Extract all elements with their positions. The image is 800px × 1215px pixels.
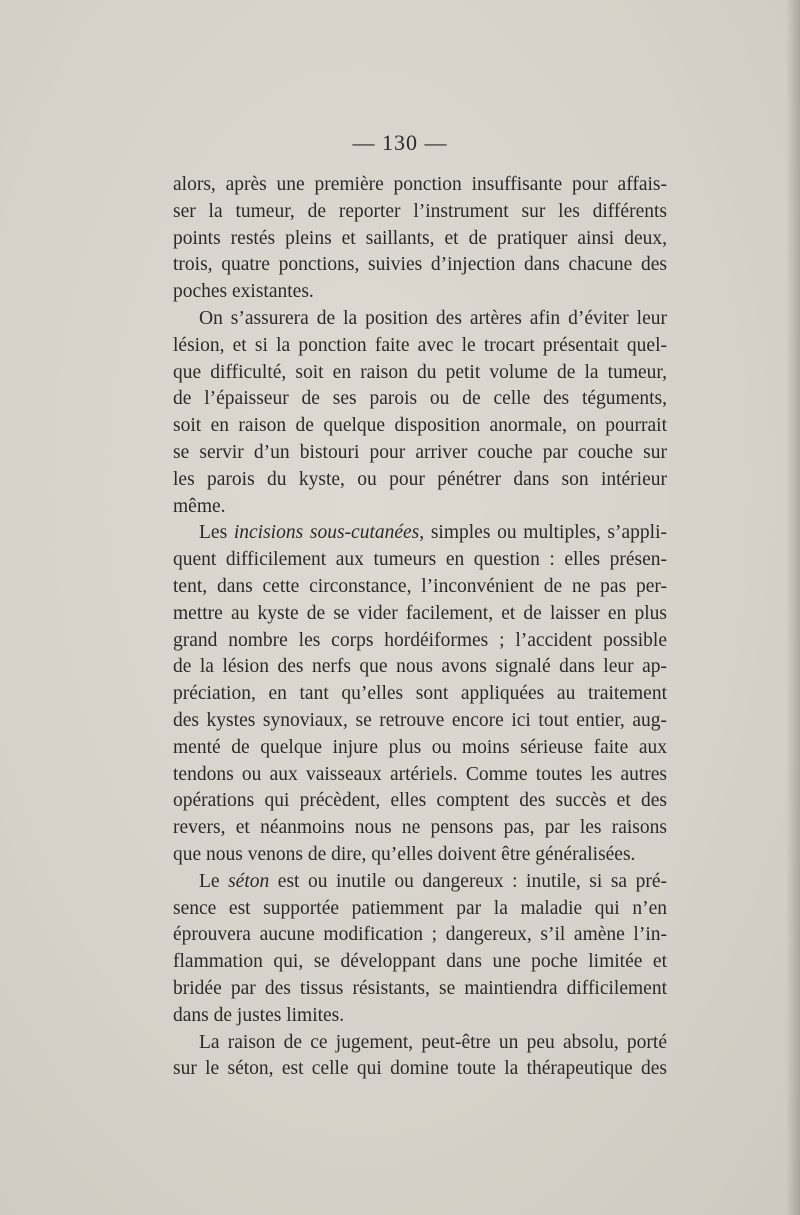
text-segment: bridée par des tissus résistants, se maintiendra difficilement xyxy=(173,977,667,999)
text-line xyxy=(173,199,667,226)
text-segment: que nous venons de dire, qu’elles doivent être généralisées. xyxy=(173,843,636,865)
italic-term: incisions sous-cutanées xyxy=(233,522,420,544)
text-line xyxy=(173,1056,667,1083)
text-segment: menté de quelque injure plus ou moins sérieuse faite aux xyxy=(173,736,667,758)
text-segment: de la lésion des nerfs que nous avons signalé dans leur ap- xyxy=(173,656,667,678)
text-segment: éprouvera aucune modification ; dangereux, s’il amène l’in- xyxy=(173,924,667,946)
text-line xyxy=(173,1030,667,1057)
text-line xyxy=(173,547,667,574)
text-segment: Le xyxy=(199,870,229,892)
text-line xyxy=(173,494,667,521)
text-segment: flammation qui, se développant dans une poche limitée et xyxy=(173,951,667,973)
text-segment: grand nombre les corps hordéiformes ; l’accident possible xyxy=(173,629,667,651)
text-segment: opérations qui précèdent, elles comptent des succès et des xyxy=(173,790,667,812)
text-line xyxy=(173,869,667,896)
text-segment: tendons ou aux vaisseaux artériels. Comme toutes les autres xyxy=(173,763,667,785)
text-segment: poches existantes. xyxy=(173,281,314,303)
text-line xyxy=(173,976,667,1003)
text-line xyxy=(173,762,667,789)
text-line xyxy=(173,306,667,333)
text-line xyxy=(173,922,667,949)
text-line xyxy=(173,386,667,413)
text-segment: se servir d’un bistouri pour arriver couche par couche sur xyxy=(173,441,667,463)
text-segment: sur le séton, est celle qui domine toute la thérapeutique des xyxy=(173,1058,667,1080)
text-line xyxy=(173,574,667,601)
text-segment: alors, après une première ponction insuffisante pour affais- xyxy=(173,174,667,195)
text-line xyxy=(173,413,667,440)
text-segment: La raison de ce jugement, peut-être un peu absolu, porté xyxy=(199,1031,667,1053)
text-line xyxy=(173,520,667,547)
text-segment: ser la tumeur, de reporter l’instrument sur les différents xyxy=(173,200,667,222)
text-segment: tent, dans cette circonstance, l’inconvénient de ne pas per- xyxy=(173,575,667,597)
text-line xyxy=(173,628,667,655)
text-segment: les parois du kyste, ou pour pénétrer dans son intérieur xyxy=(173,468,667,490)
text-line xyxy=(173,708,667,735)
text-segment: dans de justes limites. xyxy=(173,1004,345,1026)
text-segment: On s’assurera de la position des artères afin d’éviter leur xyxy=(199,307,667,329)
text-segment: points restés pleins et saillants, et de pratiquer ainsi deux, xyxy=(173,227,667,249)
text-line xyxy=(173,949,667,976)
text-segment: quent difficilement aux tumeurs en question : elles présen- xyxy=(173,549,667,571)
text-line xyxy=(173,279,667,306)
text-segment: même. xyxy=(173,495,226,517)
page-number: — 130 — xyxy=(352,130,448,155)
text-line xyxy=(173,735,667,762)
text-segment: lésion, et si la ponction faite avec le trocart présentait quel- xyxy=(173,334,667,356)
text-line xyxy=(173,467,667,494)
text-line xyxy=(173,788,667,815)
text-segment: mettre au kyste de se vider facilement, et de laisser en plus xyxy=(173,602,667,624)
text-segment: sence est supportée patiemment par la maladie qui n’en xyxy=(173,897,667,919)
text-line xyxy=(173,226,667,253)
italic-term: séton xyxy=(228,870,270,892)
text-line xyxy=(173,172,667,199)
page-edge-shadow xyxy=(786,0,800,1215)
text-line xyxy=(173,654,667,681)
text-segment: , simples ou multiples, s’appli- xyxy=(419,522,667,544)
text-line xyxy=(173,333,667,360)
text-segment: soit en raison de quelque disposition anormale, on pourrait xyxy=(173,415,667,437)
text-segment: revers, et néanmoins nous ne pensons pas, par les raisons xyxy=(173,817,667,839)
text-line xyxy=(173,1003,667,1030)
text-line xyxy=(173,815,667,842)
text-line xyxy=(173,360,667,387)
text-line xyxy=(173,440,667,467)
text-line xyxy=(173,252,667,279)
body-text xyxy=(173,172,667,1083)
text-segment: de l’épaisseur de ses parois ou de celle des téguments, xyxy=(173,388,667,410)
text-segment: des kystes synoviaux, se retrouve encore ici tout entier, aug- xyxy=(173,709,667,731)
text-segment: trois, quatre ponctions, suivies d’injection dans chacune des xyxy=(173,254,667,276)
text-line xyxy=(173,681,667,708)
text-line xyxy=(173,842,667,869)
text-segment: que difficulté, soit en raison du petit volume de la tumeur, xyxy=(173,361,667,383)
text-line xyxy=(173,601,667,628)
text-segment: préciation, en tant qu’elles sont appliquées au traitement xyxy=(173,683,667,705)
text-segment: est ou inutile ou dangereux : inutile, si sa pré- xyxy=(269,870,667,892)
text-line xyxy=(173,896,667,923)
text-segment: Les xyxy=(199,522,234,544)
